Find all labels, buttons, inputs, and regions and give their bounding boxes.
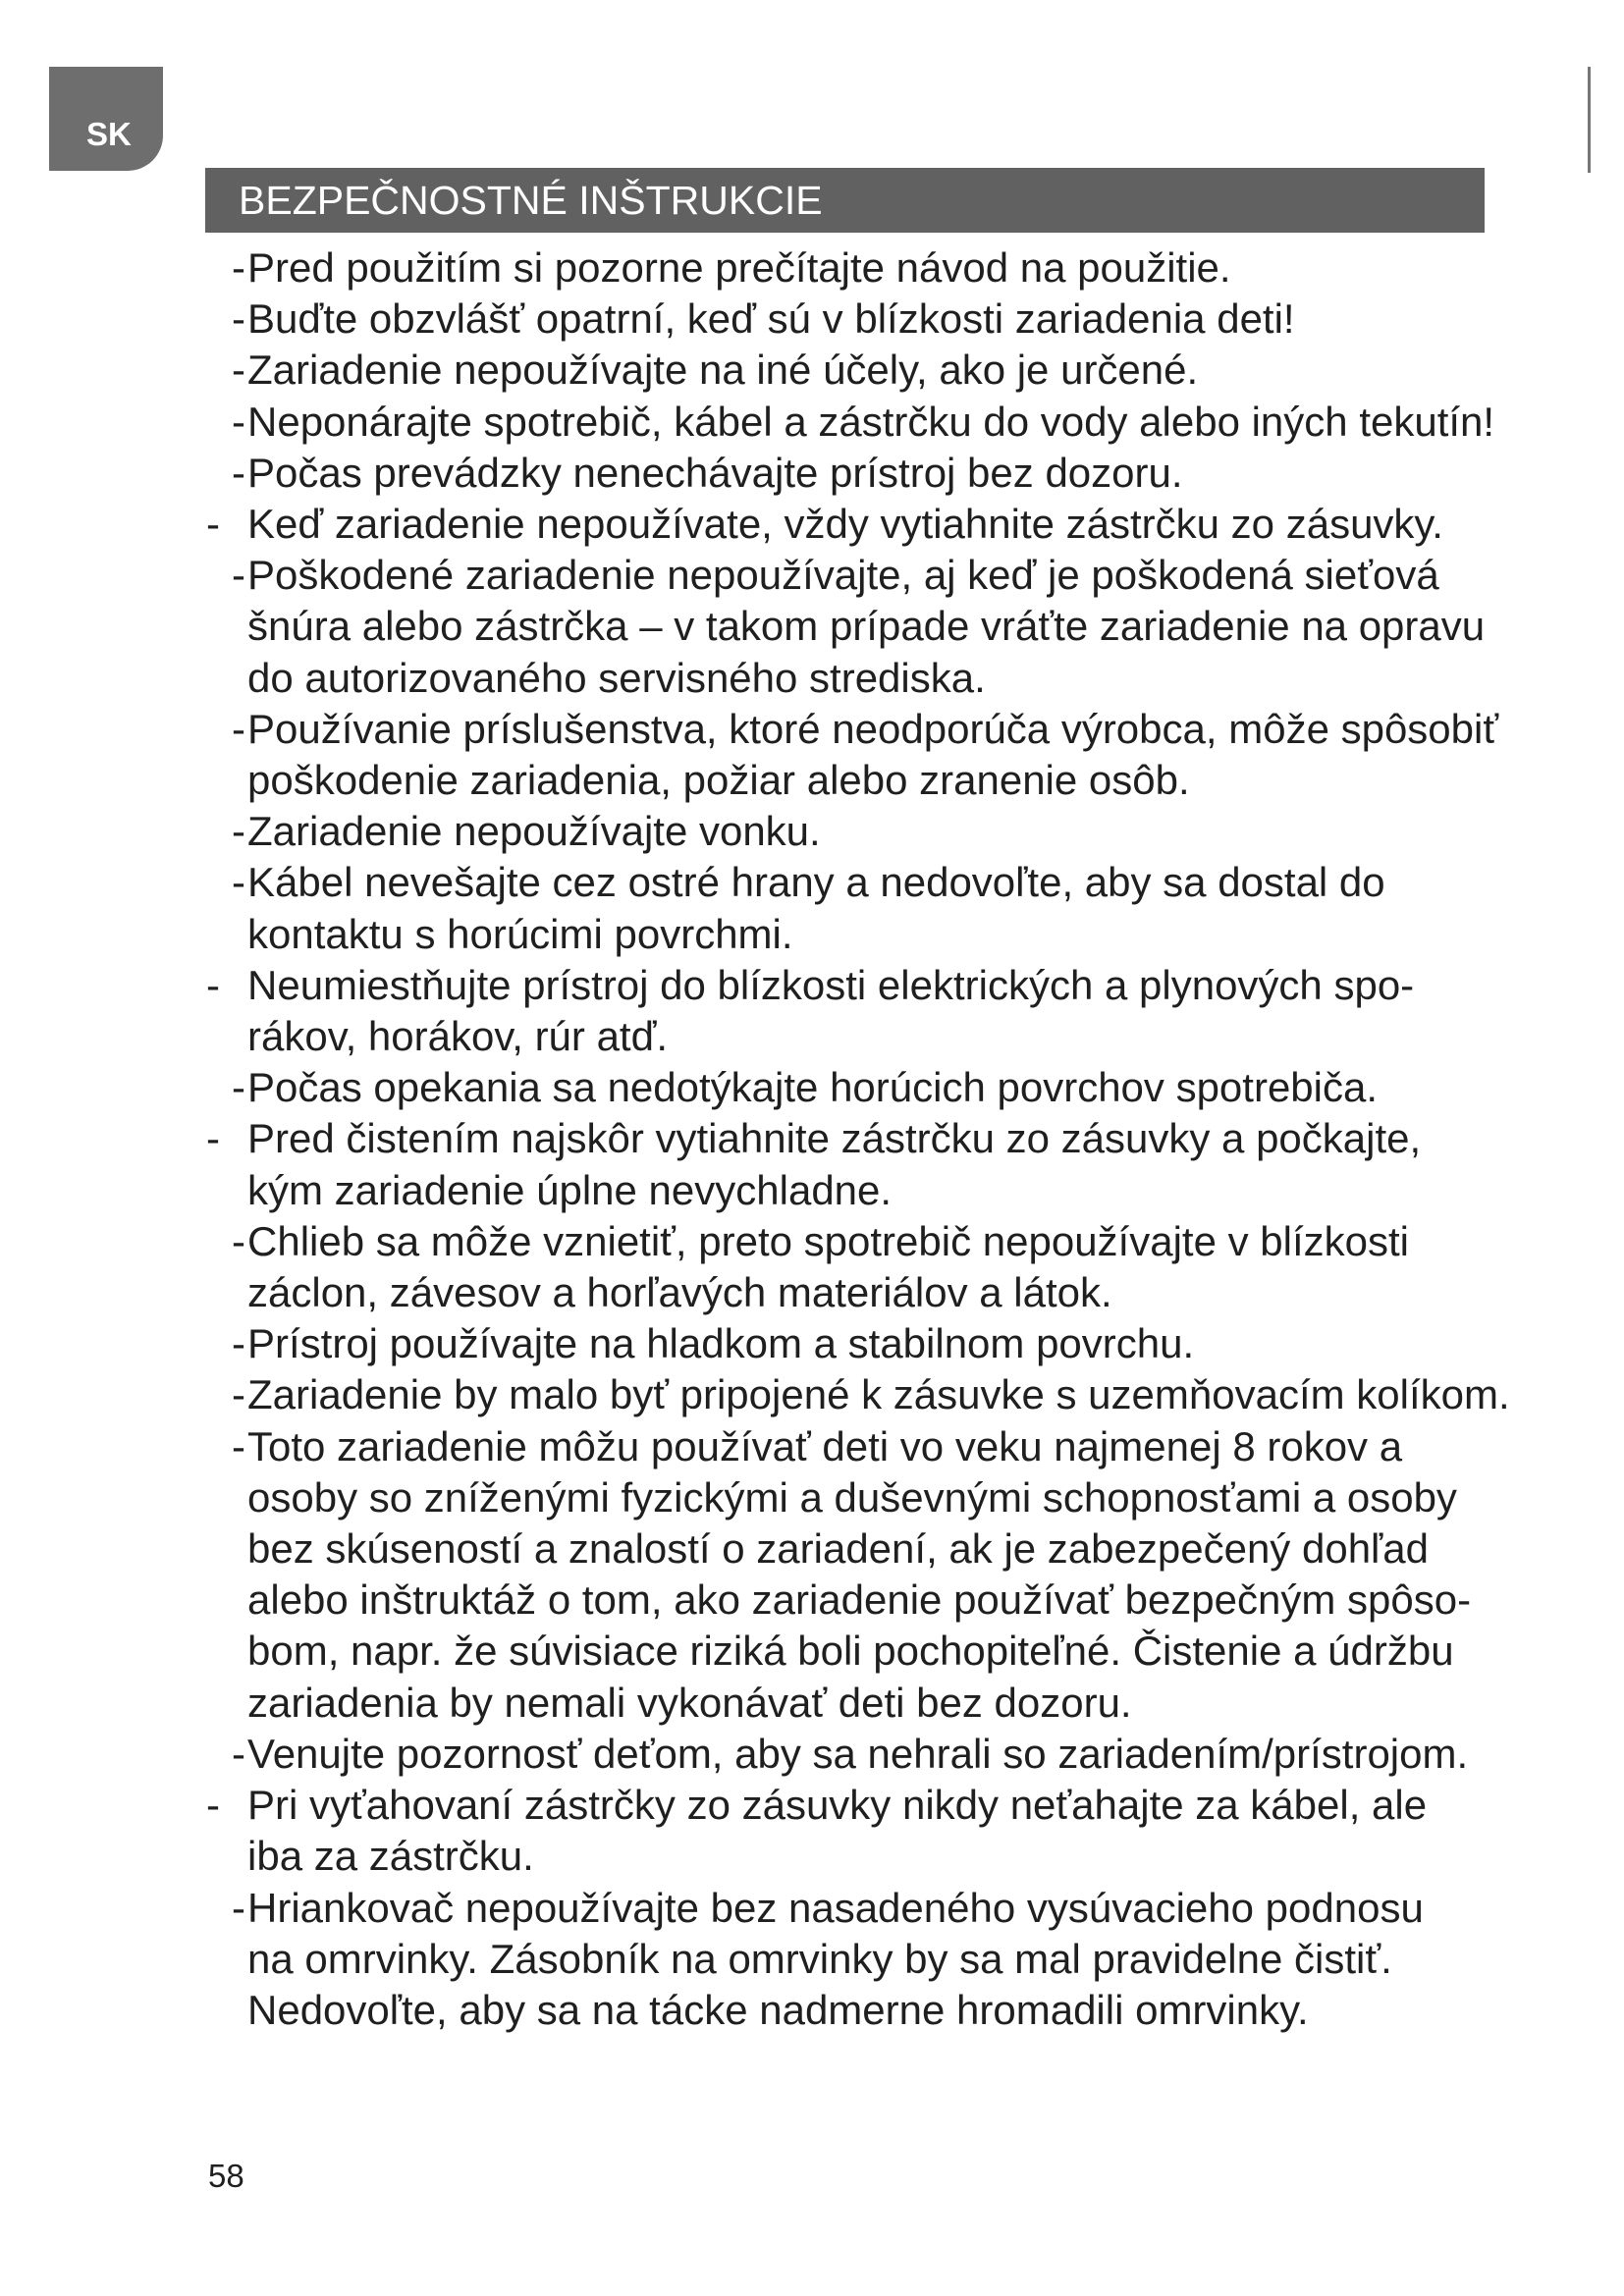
bullet-dash: -	[232, 449, 245, 496]
instruction-item	[0, 1318, 1624, 1369]
bullet-dash: -	[232, 1371, 245, 1418]
safety-instructions-list	[0, 242, 1624, 2036]
instruction-item	[0, 345, 1624, 396]
instruction-item	[0, 704, 1624, 806]
section-title: BEZPEČNOSTNÉ INŠTRUKCIE	[239, 178, 823, 223]
instruction-text-line: alebo inštruktáž o tom, ako zariadenie používať bezpečným spôso-	[247, 1576, 1472, 1624]
bullet-dash: -	[232, 1320, 245, 1367]
bullet-dash: -	[232, 295, 245, 343]
instruction-text-line: šnúra alebo zástrčka – v takom prípade vráťte zariadenie na opravu	[247, 603, 1486, 650]
instruction-item	[0, 960, 1624, 1062]
instruction-text-line: Pred čistením najskôr vytiahnite zástrčku zo zásuvky a počkajte,	[247, 1115, 1422, 1162]
bullet-dash: -	[206, 961, 220, 1008]
instruction-text-line: osoby so zníženými fyzickými a duševnými schopnosťami a osoby	[247, 1473, 1457, 1521]
instruction-item	[0, 1780, 1624, 1882]
instruction-text-line: kontaktu s horúcimi povrchmi.	[247, 910, 793, 957]
instruction-item	[0, 499, 1624, 550]
bullet-dash: -	[232, 398, 245, 445]
bullet-dash: -	[232, 859, 245, 906]
bullet-dash: -	[206, 1115, 220, 1162]
instruction-text-line: bom, napr. že súvisiace riziká boli pochopiteľné. Čistenie a údržbu	[247, 1628, 1454, 1675]
bullet-dash: -	[206, 1782, 220, 1829]
instruction-item	[0, 1729, 1624, 1780]
bullet-dash: -	[232, 1064, 245, 1111]
instruction-text-line: Neponárajte spotrebič, kábel a zástrčku do vody alebo iných tekutín!	[247, 398, 1495, 445]
bullet-dash: -	[232, 808, 245, 855]
bullet-dash: -	[232, 1422, 245, 1469]
language-tab	[49, 67, 163, 171]
instruction-text-line: Počas opekania sa nedotýkajte horúcich povrchov spotrebiča.	[247, 1064, 1379, 1111]
instruction-item	[0, 1113, 1624, 1215]
instruction-text-line: rákov, horákov, rúr atď.	[247, 1013, 669, 1060]
instruction-text-line: Venujte pozornosť deťom, aby sa nehrali so zariadením/prístrojom.	[247, 1730, 1469, 1777]
instruction-text-line: Keď zariadenie nepoužívate, vždy vytiahnite zástrčku zo zásuvky.	[247, 501, 1443, 548]
instruction-item	[0, 806, 1624, 857]
instruction-text-line: poškodenie zariadenia, požiar alebo zranenie osôb.	[247, 757, 1190, 804]
page-edge-mark	[1588, 67, 1591, 173]
instruction-text-line: Zariadenie nepoužívajte vonku.	[247, 808, 821, 855]
instruction-item	[0, 857, 1624, 959]
bullet-dash: -	[232, 1217, 245, 1264]
bullet-dash: -	[232, 705, 245, 752]
instruction-text-line: Používanie príslušenstva, ktoré neodporúča výrobca, môže spôsobiť	[247, 705, 1499, 752]
instruction-text-line: Zariadenie nepoužívajte na iné účely, ako je určené.	[247, 347, 1199, 394]
instruction-text-line: Kábel nevešajte cez ostré hrany a nedovoľte, aby sa dostal do	[247, 859, 1385, 906]
language-tab-label: SK	[86, 116, 132, 152]
instruction-text-line: na omrvinky. Zásobník na omrvinky by sa mal pravidelne čistiť.	[247, 1935, 1392, 1982]
instruction-text-line: záclon, závesov a horľavých materiálov a látok.	[247, 1269, 1112, 1316]
bullet-dash: -	[232, 1884, 245, 1931]
instruction-text-line: Nedovoľte, aby sa na tácke nadmerne hromadili omrvinky.	[247, 1986, 1309, 2033]
instruction-text-line: Pred použitím si pozorne prečítajte návod na použitie.	[247, 244, 1231, 291]
instruction-text-line: Buďte obzvlášť opatrní, keď sú v blízkosti zariadenia deti!	[247, 295, 1295, 343]
instruction-item	[0, 397, 1624, 448]
instruction-item	[0, 1062, 1624, 1113]
instruction-item	[0, 1883, 1624, 2037]
bullet-dash: -	[232, 244, 245, 291]
section-title-bar	[205, 168, 1485, 233]
instruction-text-line: zariadenia by nemali vykonávať deti bez dozoru.	[247, 1679, 1132, 1726]
instruction-text-line: iba za zástrčku.	[247, 1833, 534, 1880]
instruction-text-line: Pri vyťahovaní zástrčky zo zásuvky nikdy neťahajte za kábel, ale	[247, 1782, 1428, 1829]
bullet-dash: -	[232, 1730, 245, 1777]
instruction-item	[0, 242, 1624, 294]
instruction-text-line: bez skúseností a znalostí o zariadení, ak je zabezpečený dohľad	[247, 1525, 1430, 1573]
instruction-text-line: Neumiestňujte prístroj do blízkosti elektrických a plynových spo-	[247, 961, 1415, 1008]
instruction-item	[0, 1216, 1624, 1318]
bullet-dash: -	[232, 347, 245, 394]
instruction-text-line: Prístroj používajte na hladkom a stabilnom povrchu.	[247, 1320, 1195, 1367]
instruction-text-line: Počas prevádzky nenechávajte prístroj bez dozoru.	[247, 449, 1183, 496]
instruction-item	[0, 550, 1624, 704]
instruction-item	[0, 294, 1624, 345]
instruction-text-line: do autorizovaného servisného strediska.	[247, 654, 986, 701]
instruction-text-line: Zariadenie by malo byť pripojené k zásuvke s uzemňovacím kolíkom.	[247, 1371, 1510, 1418]
instruction-item	[0, 448, 1624, 499]
instruction-text-line: Poškodené zariadenie nepoužívajte, aj keď je poškodená sieťová	[247, 552, 1439, 599]
instruction-text-line: Toto zariadenie môžu používať deti vo veku najmenej 8 rokov a	[247, 1422, 1403, 1469]
page-number: 58	[208, 2158, 244, 2194]
instruction-text-line: Chlieb sa môže vznietiť, preto spotrebič nepoužívajte v blízkosti	[247, 1217, 1409, 1264]
instruction-text-line: kým zariadenie úplne nevychladne.	[247, 1166, 893, 1213]
instruction-item	[0, 1369, 1624, 1420]
bullet-dash: -	[232, 552, 245, 599]
instruction-item	[0, 1421, 1624, 1729]
bullet-dash: -	[206, 501, 220, 548]
instruction-text-line: Hriankovač nepoužívajte bez nasadeného vysúvacieho podnosu	[247, 1884, 1424, 1931]
